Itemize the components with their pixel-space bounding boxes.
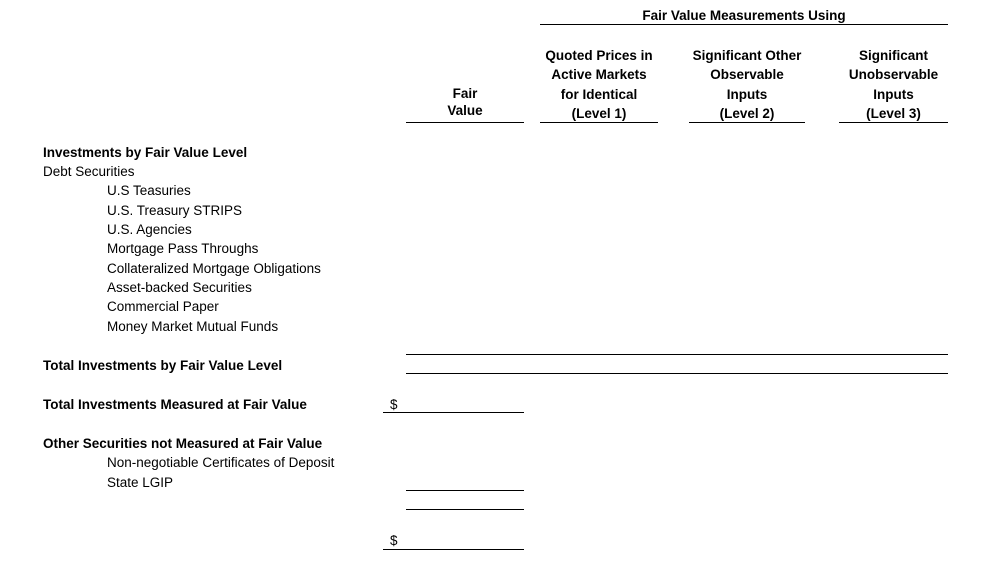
- subtotal-bottom-rule: [406, 373, 948, 374]
- list-item: Asset-backed Securities: [107, 280, 252, 295]
- list-item: U.S. Agencies: [107, 222, 192, 237]
- level3-col-header: Significant Unobservable Inputs (Level 3): [848, 48, 939, 121]
- list-item: Collateralized Mortgage Obligations: [107, 261, 321, 276]
- subtotal-top-rule: [406, 354, 948, 355]
- total-measured-underline: [383, 412, 524, 413]
- list-item: State LGIP: [107, 475, 174, 490]
- debt-securities-label: Debt Securities: [43, 164, 135, 179]
- fair-value-col-underline: [406, 122, 524, 123]
- group-heading-underline: [540, 24, 948, 25]
- grand-total-underline: [383, 549, 524, 550]
- list-item: Non-negotiable Certificates of Deposit: [107, 455, 335, 470]
- section-title-not-measured: Other Securities not Measured at Fair Value: [43, 436, 323, 451]
- section-title-fair-value-level: Investments by Fair Value Level: [43, 145, 248, 160]
- level3-col-underline: [839, 122, 948, 123]
- total-fair-value-level-label: Total Investments by Fair Value Level: [43, 358, 283, 373]
- level1-col-underline: [540, 122, 658, 123]
- level2-col-header: Significant Other Observable Inputs (Level 2): [692, 48, 802, 121]
- list-item: Commercial Paper: [107, 299, 219, 314]
- fair-value-col-header: Fair Value: [447, 86, 483, 118]
- section2-rule-1: [406, 490, 524, 491]
- list-item: U.S Teasuries: [107, 183, 191, 198]
- list-item: U.S. Treasury STRIPS: [107, 203, 243, 218]
- level2-col-underline: [689, 122, 805, 123]
- total-measured-label: Total Investments Measured at Fair Value: [43, 397, 307, 412]
- list-item: Mortgage Pass Throughs: [107, 241, 259, 256]
- grand-total-currency: $: [390, 533, 398, 548]
- section2-rule-2: [406, 509, 524, 510]
- level1-col-header: Quoted Prices in Active Markets for Identical (Level 1): [545, 48, 653, 121]
- total-measured-currency: $: [390, 397, 398, 412]
- fair-value-measurements-heading: Fair Value Measurements Using: [642, 8, 846, 23]
- list-item: Money Market Mutual Funds: [107, 319, 279, 334]
